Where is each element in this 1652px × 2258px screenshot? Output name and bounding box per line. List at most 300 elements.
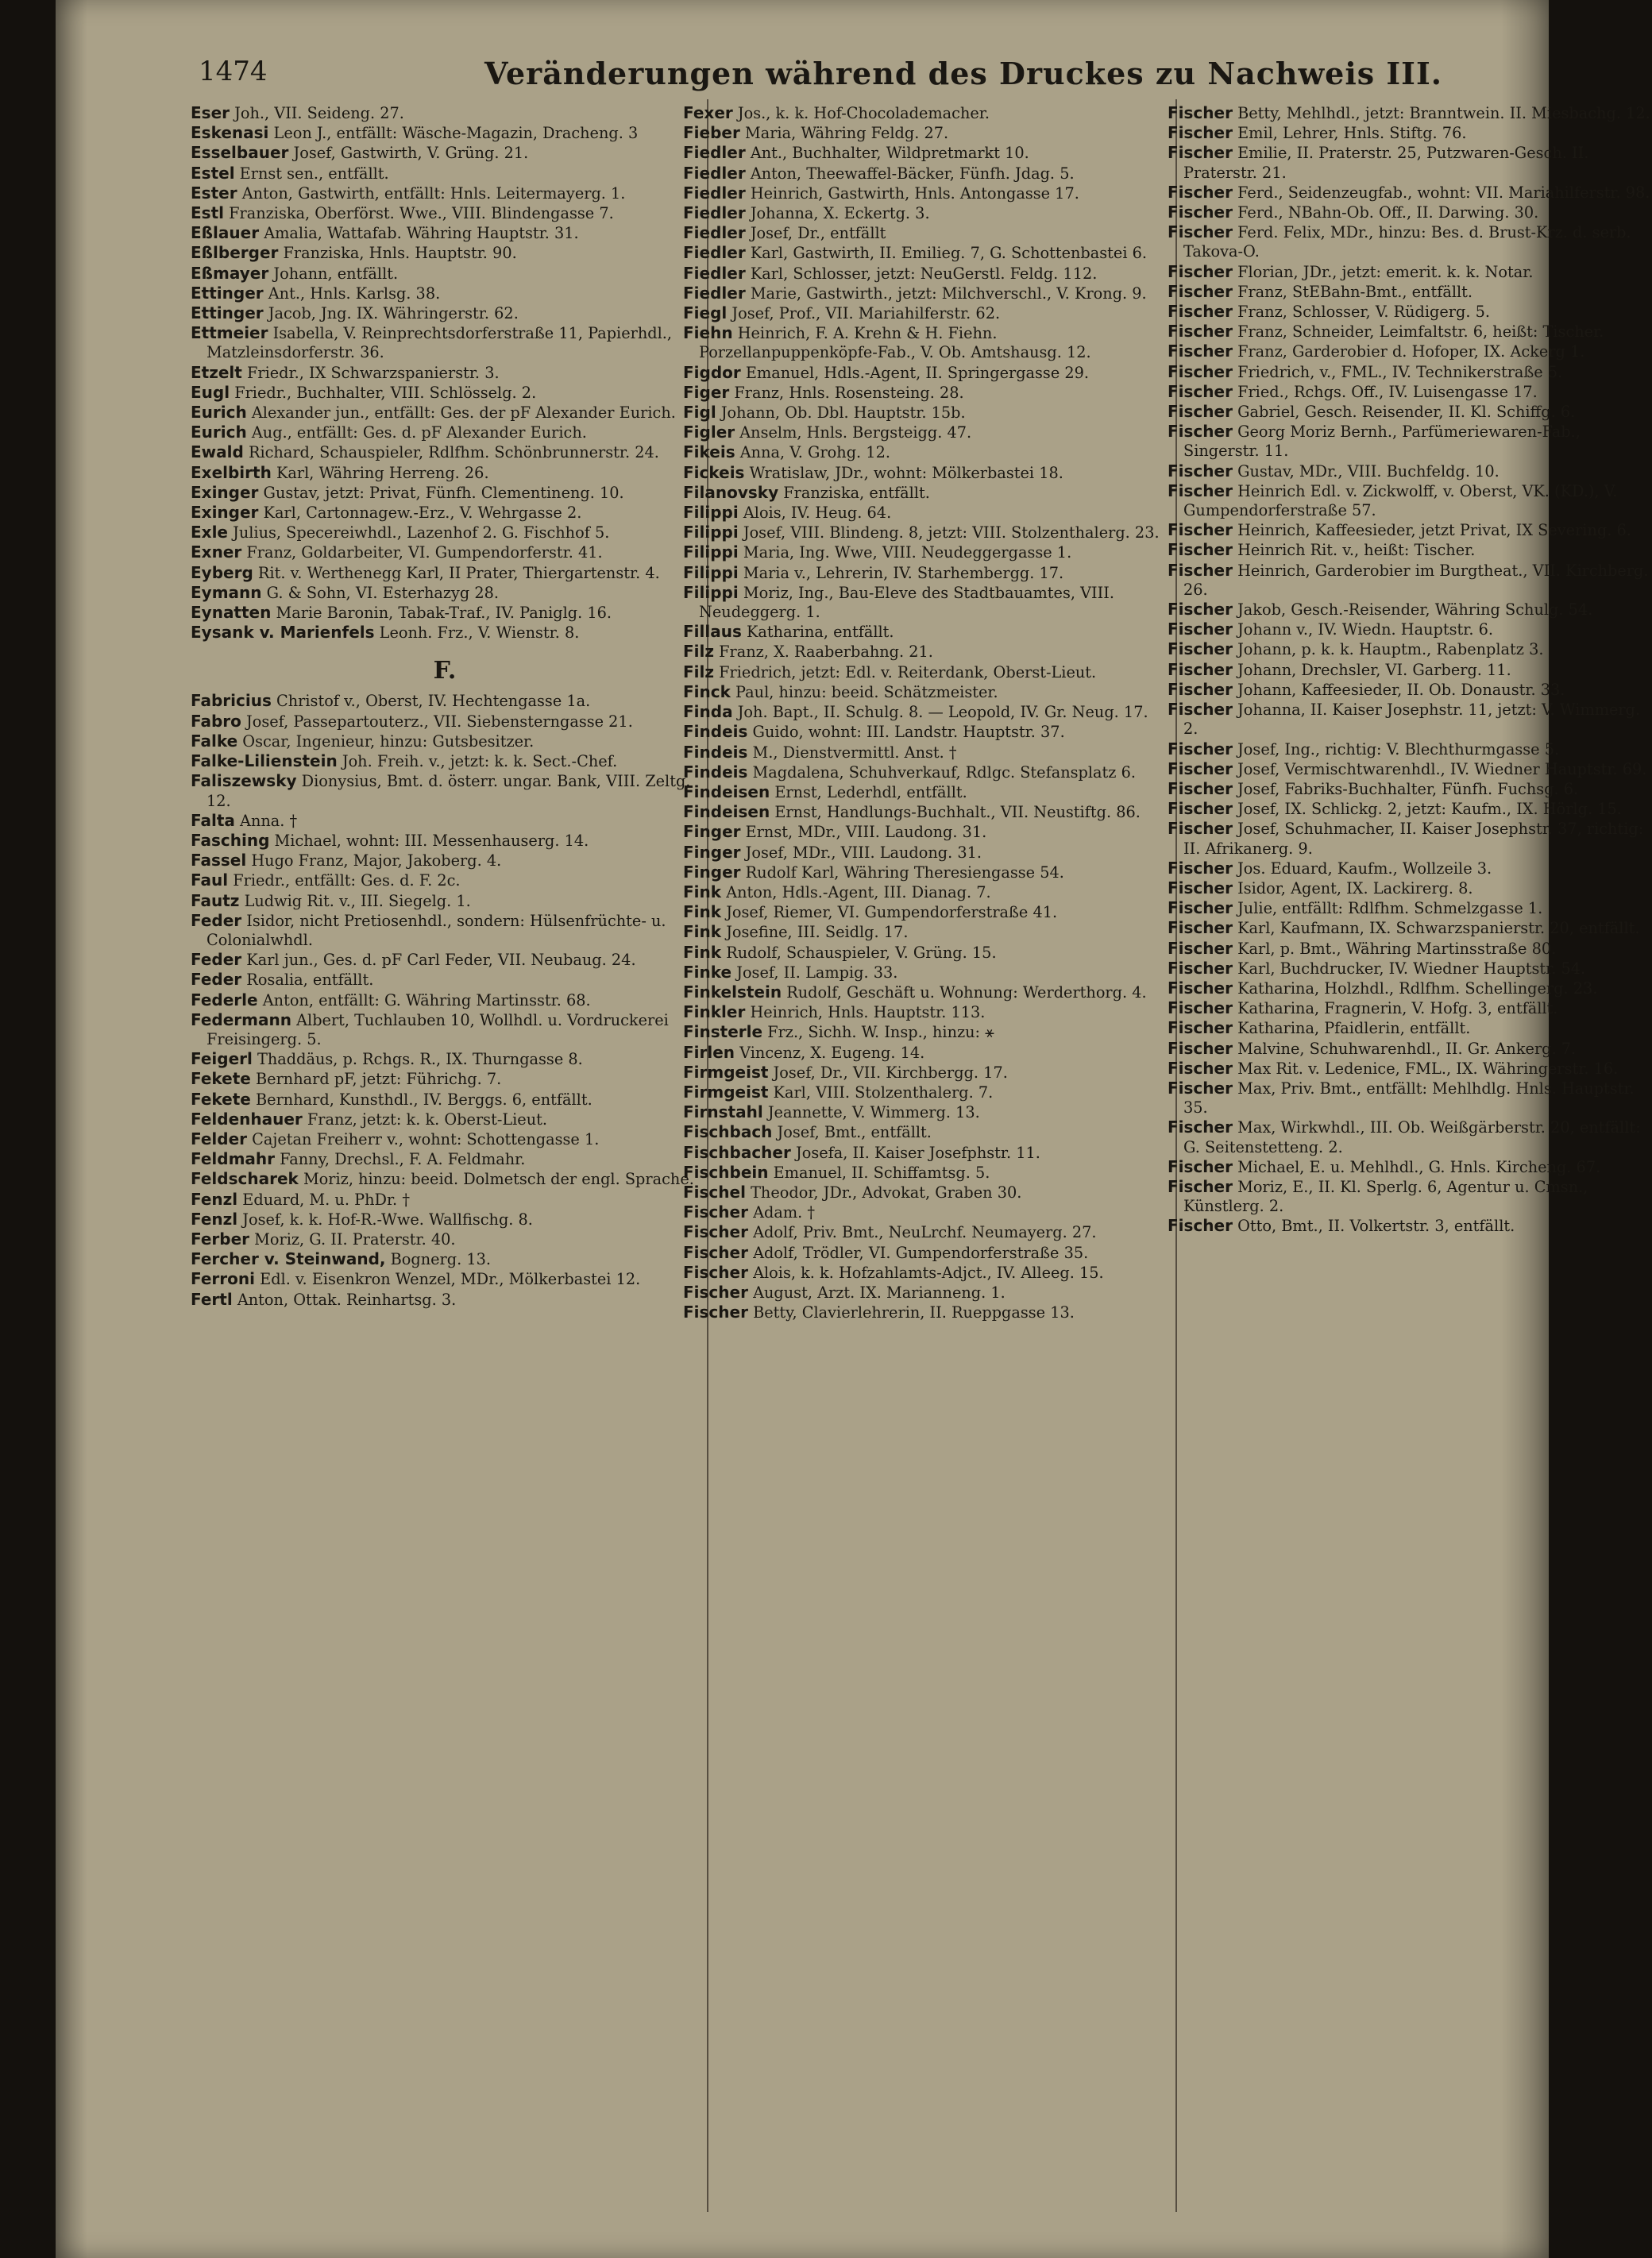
directory-entry (683, 183, 1175, 203)
directory-entry (1168, 183, 1652, 203)
entry-details: Isabella, V. Reinprechtsdorferstraße 11, Papierhdl., Matzleinsdorferstr. 36. (206, 324, 673, 362)
directory-entry (1168, 382, 1652, 402)
directory-entry (191, 442, 699, 462)
entry-details: Michael, E. u. Mehlhdl., G. Hnls. Kircheng. 67. (1232, 1157, 1601, 1176)
directory-entry (683, 822, 1175, 842)
entry-surname: Finkler (683, 1002, 746, 1022)
entry-surname: Fiehn (683, 323, 733, 343)
entry-details: Anselm, Hnls. Bergsteigg. 47. (735, 423, 972, 442)
entry-details: Georg Moriz Bernh., Parfümeriewaren-Fab., Singerstr. 11. (1183, 423, 1581, 461)
directory-entry (191, 1290, 699, 1310)
entry-details: Anna, V. Grohg. 12. (735, 443, 890, 462)
entry-surname: Fiedler (683, 143, 746, 163)
directory-entry (1168, 481, 1652, 520)
entry-surname: Fischer (1168, 203, 1233, 222)
entry-details: Magdalena, Schuhverkauf, Rdlgc. Stefansplatz 6. (747, 762, 1136, 782)
directory-entry (683, 363, 1175, 383)
entry-surname: Fischer (1168, 1018, 1233, 1038)
entry-details: Julie, entfällt: Rdlfhm. Schmelzgasse 1. (1232, 899, 1543, 918)
entry-details: Ferd., NBahn-Ob. Off., II. Darwing. 30. (1232, 203, 1539, 222)
directory-entry (683, 882, 1175, 902)
directory-entry (1168, 1079, 1652, 1117)
entry-surname: Fasching (191, 830, 270, 850)
entry-details: Ernst, Handlungs-Buchhalt., VII. Neustiftg. 86. (770, 803, 1141, 822)
entry-details: Isidor, Agent, IX. Lackirerg. 8. (1232, 878, 1473, 897)
directory-entry (683, 523, 1175, 542)
directory-entry (191, 870, 699, 890)
directory-entry (191, 603, 699, 623)
entry-surname: Exinger (191, 503, 259, 523)
entry-surname: Filippi (683, 562, 739, 582)
directory-entry (191, 583, 699, 603)
entry-surname: Fieber (683, 123, 740, 143)
entry-details: Theodor, JDr., Advokat, Graben 30. (745, 1183, 1022, 1202)
directory-entry (683, 284, 1175, 303)
entry-surname: Fischer (1168, 1216, 1233, 1236)
directory-entry (191, 483, 699, 503)
entry-details: Josef, Schuhmacher, II. Kaiser Josephstr. 37, richtig: II. Afrikanerg. 9. (1183, 820, 1644, 858)
entry-details: Josef, k. k. Hof-R.-Wwe. Wallfischg. 8. (237, 1210, 533, 1229)
entry-details: Johann, Drechsler, VI. Garberg. 11. (1232, 660, 1511, 679)
entry-surname: Exle (191, 523, 228, 542)
directory-entry (1168, 1177, 1652, 1216)
entry-details: Jakob, Gesch.-Reisender, Währing Schulg. 54. (1232, 600, 1593, 620)
entry-details: Josef, Prof., VII. Mariahilferstr. 62. (727, 304, 1001, 323)
column-left (191, 103, 699, 2200)
entry-details: Leon J., entfällt: Wäsche-Magazin, Dracheng. 3 (268, 124, 639, 143)
entry-details: Josef, VIII. Blindeng. 8, jetzt: VIII. Stolzenthalerg. 23. (738, 523, 1160, 542)
entry-surname: Fiedler (683, 243, 746, 263)
entry-surname: Finkelstein (683, 982, 782, 1002)
entry-details: Paul, hinzu: beeid. Schätzmeister. (730, 682, 998, 701)
entry-surname: Fischer (1168, 461, 1233, 481)
entry-details: Ferd. Felix, MDr., hinzu: Bes. d. Brust-Krz. d. serb. Takova-O. (1183, 223, 1631, 261)
entry-surname: Fiedler (683, 263, 746, 283)
entry-details: Josef, Fabriks-Buchhalter, Fünfh. Fuchsg. 6. (1232, 779, 1579, 798)
directory-entry (1168, 282, 1652, 302)
entry-details: Anna. † (234, 811, 298, 830)
column-right (1168, 103, 1652, 2200)
entry-details: Heinrich, Hnls. Hauptstr. 113. (745, 1003, 986, 1022)
entry-surname: Fiedler (683, 163, 746, 183)
directory-entry (683, 203, 1175, 223)
entry-surname: Fabro (191, 711, 241, 731)
directory-entry (1168, 680, 1652, 700)
entry-surname: Fischer (1168, 898, 1233, 918)
entry-surname: Fillaus (683, 622, 742, 642)
entry-details: Bognerg. 13. (385, 1250, 492, 1269)
entry-surname: Fischer (1168, 143, 1233, 163)
directory-entry (1168, 203, 1652, 222)
directory-entry (683, 762, 1175, 782)
entry-details: Thaddäus, p. Rchgs. R., IX. Thurngasse 8. (252, 1050, 583, 1069)
entry-details: Johann v., IV. Wiedn. Hauptstr. 6. (1232, 620, 1494, 639)
entry-surname: Filippi (683, 582, 739, 602)
directory-entry (191, 970, 699, 990)
directory-entry (191, 463, 699, 483)
directory-entry (683, 943, 1175, 963)
entry-details: Josef, Passepartouterz., VII. Siebensterngasse 21. (241, 712, 633, 731)
entry-surname: Feder (191, 910, 242, 930)
entry-details: Karl, VIII. Stolzenthalerg. 7. (768, 1083, 994, 1102)
entry-details: Adolf, Trödler, VI. Gumpendorferstraße 35. (747, 1243, 1089, 1262)
entry-surname: Federmann (191, 1009, 291, 1029)
entry-details: Emilie, II. Praterstr. 25, Putzwaren-Gesch. II. Praterstr. 21. (1183, 144, 1589, 182)
entry-surname: Filippi (683, 542, 739, 562)
entry-surname: Fischer (1168, 381, 1233, 401)
entry-surname: Figler (683, 423, 735, 442)
entry-details: Julius, Specereiwhdl., Lazenhof 2. G. Fischhof 5. (227, 523, 610, 542)
entry-surname: Fischer (1168, 1078, 1233, 1098)
entry-surname: Fekete (191, 1089, 251, 1109)
entry-details: Heinrich, Gastwirth, Hnls. Antongasse 17. (745, 183, 1079, 203)
directory-entry (1168, 819, 1652, 858)
entry-surname: Eymann (191, 582, 262, 602)
directory-entry (191, 183, 699, 203)
directory-entry (191, 363, 699, 383)
entry-details: Maria, Währing Feldg. 27. (739, 124, 949, 143)
directory-entry (1168, 600, 1652, 620)
entry-details: Karl jun., Ges. d. pF Carl Feder, VII. Neubaug. 24. (241, 951, 636, 970)
entry-surname: Feder (191, 950, 242, 970)
entry-details: Emil, Lehrer, Hnls. Stiftg. 76. (1232, 124, 1467, 143)
entry-details: Johanna, II. Kaiser Josephstr. 11, jetzt: V. Wimmerg. 2. (1183, 701, 1641, 739)
directory-entry (1168, 103, 1652, 123)
directory-entry (683, 1243, 1175, 1263)
entry-surname: Falke (191, 731, 238, 751)
entry-details: Bernhard, Kunsthdl., IV. Berggs. 6, entfällt. (250, 1090, 592, 1109)
entry-surname: Fischer (683, 1282, 748, 1302)
entry-surname: Fischer (1168, 700, 1233, 720)
entry-details: Johanna, X. Eckertg. 3. (745, 204, 930, 223)
directory-entry (1168, 998, 1652, 1018)
entry-surname: Fischer (1168, 679, 1233, 699)
directory-entry (683, 463, 1175, 483)
entry-surname: Fertl (191, 1289, 233, 1309)
entry-details: Josef, Vermischtwarenhdl., IV. Wiedner Hauptstr. 69. (1232, 759, 1647, 778)
entry-surname: Fischbach (683, 1122, 773, 1142)
directory-entry (191, 123, 699, 143)
entry-surname: Fischer (1168, 560, 1233, 580)
entry-details: Moriz, hinzu: beeid. Dolmetsch der engl. Sprache. (298, 1170, 694, 1189)
entry-details: Heinrich, Kaffeesieder, jetzt Privat, IX Severing. 6. (1232, 521, 1631, 540)
entry-surname: Figer (683, 382, 730, 402)
entry-details: Hugo Franz, Major, Jakoberg. 4. (246, 851, 502, 870)
entry-details: Friedrich, jetzt: Edl. v. Reiterdank, Oberst-Lieut. (714, 662, 1097, 681)
entry-details: Jeannette, V. Wimmerg. 13. (762, 1103, 980, 1122)
entry-surname: Fassel (191, 851, 247, 870)
entry-details: Ernst, MDr., VIII. Laudong. 31. (740, 823, 987, 842)
entry-surname: Fischer (683, 1222, 748, 1242)
entry-details: Friedr., IX Schwarzspanierstr. 3. (241, 363, 500, 382)
entry-surname: Finda (683, 702, 733, 722)
directory-entry (191, 203, 699, 223)
entry-surname: Fekete (191, 1069, 251, 1089)
entry-details: Emanuel, Hdls.-Agent, II. Springergasse 29. (740, 363, 1090, 382)
entry-details: Franziska, Hnls. Hauptstr. 90. (278, 244, 517, 263)
entry-details: Karl, Schlosser, jetzt: NeuGerstl. Feldg. 112. (745, 264, 1098, 283)
directory-entry (683, 1202, 1175, 1222)
entry-details: Heinrich Rit. v., heißt: Tischer. (1232, 541, 1476, 560)
entry-details: Joh. Freih. v., jetzt: k. k. Sect.-Chef. (337, 752, 618, 771)
entry-surname: Fischer (1168, 620, 1233, 639)
entry-surname: Finck (683, 681, 731, 701)
directory-entry (191, 751, 699, 771)
directory-entry (683, 642, 1175, 662)
directory-entry (191, 1169, 699, 1189)
entry-surname: Fischer (1168, 422, 1233, 442)
entry-details: Moriz, E., II. Kl. Sperlg. 6, Agentur u. Cmsn., Künstlerg. 2. (1183, 1177, 1588, 1216)
entry-details: Katharina, entfällt. (741, 623, 894, 642)
entry-details: Emanuel, II. Schiffamtsg. 5. (768, 1163, 990, 1182)
entry-details: Otto, Bmt., II. Volkertstr. 3, entfällt. (1232, 1217, 1515, 1236)
entry-details: Isidor, nicht Pretiosenhdl., sondern: Hülsenfrüchte- u. Colonialwhdl. (206, 911, 666, 949)
entry-details: Josef, Dr., entfällt (745, 224, 886, 243)
entry-details: Malvine, Schuhwarenhdl., II. Gr. Ankerg. 7. (1232, 1039, 1577, 1058)
directory-entry (191, 1090, 699, 1110)
entry-details: Katharina, Pfaidlerin, entfällt. (1232, 1019, 1471, 1038)
entry-surname: Fenzl (191, 1209, 238, 1229)
directory-entry (1168, 620, 1652, 639)
entry-surname: Fautz (191, 890, 240, 910)
directory-entry (683, 802, 1175, 822)
directory-entry (1168, 978, 1652, 998)
entry-surname: Fenzl (191, 1189, 238, 1209)
entry-details: Fanny, Drechsl., F. A. Feldmahr. (275, 1150, 526, 1169)
entry-details: Adam. † (747, 1203, 816, 1222)
directory-entry (1168, 1216, 1652, 1236)
entry-surname: Filippi (683, 523, 739, 542)
entry-details: Katharina, Holzhdl., Rdlfhm. Schellingerg. 23. (1232, 978, 1598, 998)
directory-entry (191, 811, 699, 831)
directory-entry (1168, 540, 1652, 560)
directory-entry (191, 563, 699, 583)
entry-details: Guido, wohnt: III. Landstr. Hauptstr. 37. (747, 723, 1065, 742)
entry-surname: Firmgeist (683, 1062, 769, 1082)
entry-details: Josef, MDr., VIII. Laudong. 31. (740, 843, 982, 862)
directory-entry (683, 223, 1175, 243)
entry-surname: Fischbacher (683, 1142, 791, 1162)
entry-details: Rit. v. Werthenegg Karl, II Prater, Thiergartenstr. 4. (253, 563, 660, 582)
directory-entry (683, 483, 1175, 503)
entry-details: Josef, II. Lampig. 33. (731, 963, 898, 982)
directory-entry (683, 563, 1175, 583)
directory-entry (683, 264, 1175, 284)
entry-details: Karl, Cartonnagew.-Erz., V. Wehrgasse 2. (258, 504, 582, 523)
directory-entry (191, 284, 699, 303)
directory-entry (683, 743, 1175, 762)
entry-details: Amalia, Wattafab. Währing Hauptstr. 31. (259, 224, 579, 243)
entry-surname: Finger (683, 862, 741, 882)
entry-surname: Fink (683, 942, 722, 962)
directory-entry (1168, 362, 1652, 382)
directory-entry (683, 103, 1175, 123)
entry-surname: Findeis (683, 742, 748, 762)
entry-details: Katharina, Fragnerin, V. Hofg. 3, entfällt. (1232, 999, 1558, 1018)
entry-surname: Fischer (1168, 878, 1233, 897)
directory-entry (191, 243, 699, 263)
entry-details: Franz, Hnls. Rosensteing. 28. (729, 383, 964, 402)
entry-surname: Fischer (1168, 998, 1233, 1018)
entry-surname: Fischer (1168, 261, 1233, 281)
entry-surname: Findeisen (683, 802, 770, 822)
directory-entry (191, 1010, 699, 1049)
directory-entry (683, 1083, 1175, 1102)
directory-entry (1168, 322, 1652, 342)
directory-entry (683, 123, 1175, 143)
entry-details: Josef, Gastwirth, V. Grüng. 21. (288, 144, 529, 163)
entry-surname: Fischer (1168, 520, 1233, 540)
directory-entry (683, 1122, 1175, 1142)
directory-entry (191, 851, 699, 870)
entry-details: Ernst sen., entfällt. (234, 164, 389, 183)
entry-details: Franz, Schneider, Leimfaltstr. 6, heißt: Tischer. (1232, 322, 1604, 342)
entry-details: Rosalia, entfällt. (241, 971, 374, 990)
directory-entry (683, 1143, 1175, 1163)
entry-details: Johann, Kaffeesieder, II. Ob. Donaustr. 33. (1232, 680, 1565, 699)
directory-entry (683, 542, 1175, 562)
entry-details: Franz, Goldarbeiter, VI. Gumpendorferstr. 41. (241, 543, 603, 562)
entry-details: Marie Baronin, Tabak-Traf., IV. Paniglg. 16. (271, 604, 612, 623)
entry-details: Florian, JDr., jetzt: emerit. k. k. Notar. (1232, 262, 1534, 281)
entry-surname: Fischer (1168, 1117, 1233, 1137)
directory-entry (191, 323, 699, 362)
entry-details: Anton, Hdls.-Agent, III. Dianag. 7. (721, 882, 991, 901)
entry-details: Richard, Schauspieler, Rdlfhm. Schönbrunnerstr. 24. (243, 443, 659, 462)
directory-entry (191, 1269, 699, 1289)
directory-entry (1168, 1039, 1652, 1059)
entry-surname: Fischer (1168, 302, 1233, 322)
entry-details: Jacob, Jng. IX. Währingerstr. 62. (263, 304, 519, 323)
entry-details: Josef, Dr., VII. Kirchbergg. 17. (768, 1063, 1008, 1082)
entry-details: Rudolf Karl, Währing Theresiengasse 54. (740, 863, 1064, 882)
entry-surname: Fexer (683, 103, 733, 122)
directory-entry (683, 423, 1175, 442)
directory-entry (1168, 1018, 1652, 1038)
entry-surname: Fischer (1168, 778, 1233, 798)
entry-surname: Fischer (1168, 600, 1233, 620)
entry-details: Alois, k. k. Hofzahlamts-Adjct., IV. Alleeg. 15. (747, 1263, 1104, 1282)
entry-surname: Fischer (1168, 799, 1233, 819)
entry-details: Betty, Mehlhdl., jetzt: Branntwein. II. Miesbachg. 12. (1232, 104, 1650, 122)
entry-details: Heinrich, F. A. Krehn & H. Fiehn. Porzellanpuppenköpfe-Fab., V. Ob. Amtshausg. 12. (699, 324, 1091, 362)
directory-entry (683, 403, 1175, 423)
entry-details: Max, Wirkwhdl., III. Ob. Weißgärberstr. 20, entfällt: G. Seitenstetteng. 2. (1183, 1118, 1641, 1156)
entry-details: Anton, Gastwirth, entfällt: Hnls. Leitermayerg. 1. (237, 183, 626, 203)
directory-entry (683, 702, 1175, 722)
directory-entry (1168, 561, 1652, 600)
entry-details: Josef, Bmt., entfällt. (772, 1123, 932, 1142)
directory-page (56, 0, 1650, 2258)
directory-entry (1168, 1059, 1652, 1079)
entry-surname: Fischer (683, 1262, 748, 1282)
entry-surname: Fischer (683, 1202, 748, 1222)
entry-surname: Eysank v. Marienfels (191, 623, 375, 643)
entry-surname: Fischer (1168, 1058, 1233, 1078)
section-letter: F. (433, 657, 457, 685)
directory-entry (191, 523, 699, 542)
directory-entry (191, 542, 699, 562)
directory-entry (683, 442, 1175, 462)
entry-details: Ant., Hnls. Karlsg. 38. (263, 284, 441, 303)
entry-details: Max, Priv. Bmt., entfällt: Mehlhdlg. Hnls. Hauptstr. 35. (1183, 1079, 1635, 1117)
entry-details: Anton, Ottak. Reinhartsg. 3. (232, 1290, 457, 1309)
entry-surname: Falke-Lilienstein (191, 751, 338, 771)
directory-entry (1168, 739, 1652, 759)
entry-details: Ludwig Rit. v., III. Siegelg. 1. (239, 891, 471, 910)
entry-surname: Fischer (1168, 1176, 1233, 1196)
entry-surname: Finger (683, 842, 741, 862)
directory-entry (191, 143, 699, 163)
entry-surname: Fischer (1168, 758, 1233, 778)
entry-surname: Finsterle (683, 1022, 763, 1042)
directory-entry (191, 712, 699, 731)
entry-details: Rudolf, Schauspieler, V. Grüng. 15. (721, 943, 997, 962)
entry-details: Heinrich, Garderobier im Burgtheat., VII. Kirchberg. 26. (1183, 561, 1649, 599)
entry-surname: Fischer (1168, 540, 1233, 560)
entry-surname: Fischer (1168, 938, 1233, 958)
entry-details: Franz, Schlosser, V. Rüdigerg. 5. (1232, 303, 1490, 322)
entry-surname: Firlen (683, 1042, 735, 1062)
entry-details: Josefine, III. Seidlg. 17. (721, 923, 909, 942)
directory-entry (1168, 939, 1652, 959)
entry-surname: Fischer (1168, 739, 1233, 758)
directory-entry (1168, 959, 1652, 978)
entry-surname: Fischer (683, 1303, 748, 1322)
directory-entry (1168, 1117, 1652, 1156)
entry-surname: Feldscharek (191, 1169, 299, 1189)
entry-surname: Finger (683, 822, 741, 842)
directory-entry (683, 722, 1175, 742)
directory-entry (191, 990, 699, 1010)
entry-details: Betty, Clavierlehrerin, II. Rueppgasse 13. (747, 1303, 1075, 1322)
directory-entry (191, 891, 699, 911)
directory-entry (1168, 878, 1652, 898)
directory-entry (683, 1022, 1175, 1042)
directory-entry (1168, 143, 1652, 182)
entry-details: Cajetan Freiherr v., wohnt: Schottengasse 1. (247, 1129, 600, 1148)
entry-surname: Fabricius (191, 691, 272, 711)
entry-surname: Fischer (1168, 361, 1233, 381)
entry-details: Wratislaw, JDr., wohnt: Mölkerbastei 18. (744, 463, 1063, 482)
entry-surname: Fischer (1168, 659, 1233, 679)
entry-details: Franz, Garderobier d. Hofoper, IX. Ackerg 1. (1232, 342, 1585, 361)
running-head: Veränderungen während des Druckes zu Nachweis III. (484, 56, 1442, 91)
entry-details: Ernst, Lederhdl, entfällt. (770, 782, 967, 801)
entry-surname: Eugl (191, 382, 230, 402)
directory-entry (191, 164, 699, 183)
directory-entry (191, 503, 699, 523)
entry-details: Rudolf, Geschäft u. Wohnung: Werderthorg. 4. (782, 982, 1147, 1002)
entry-surname: Faliszewsky (191, 771, 297, 791)
directory-entry (683, 1102, 1175, 1122)
entry-surname: Fischel (683, 1182, 746, 1202)
entry-details: Friedrich, v., FML., IV. Technikerstraße 5. (1232, 362, 1563, 381)
directory-entry (683, 583, 1175, 622)
entry-surname: Fiedler (683, 223, 746, 243)
entry-surname: Feldmahr (191, 1149, 276, 1169)
directory-entry (1168, 660, 1652, 680)
entry-surname: Eynatten (191, 603, 272, 623)
directory-entry (191, 950, 699, 970)
entry-surname: Fercher v. Steinwand, (191, 1249, 386, 1269)
entry-surname: Eskenasi (191, 123, 269, 143)
entry-surname: Federle (191, 990, 258, 1009)
directory-entry (683, 383, 1175, 403)
directory-entry (683, 963, 1175, 982)
directory-entry (683, 782, 1175, 802)
directory-entry (683, 1043, 1175, 1063)
